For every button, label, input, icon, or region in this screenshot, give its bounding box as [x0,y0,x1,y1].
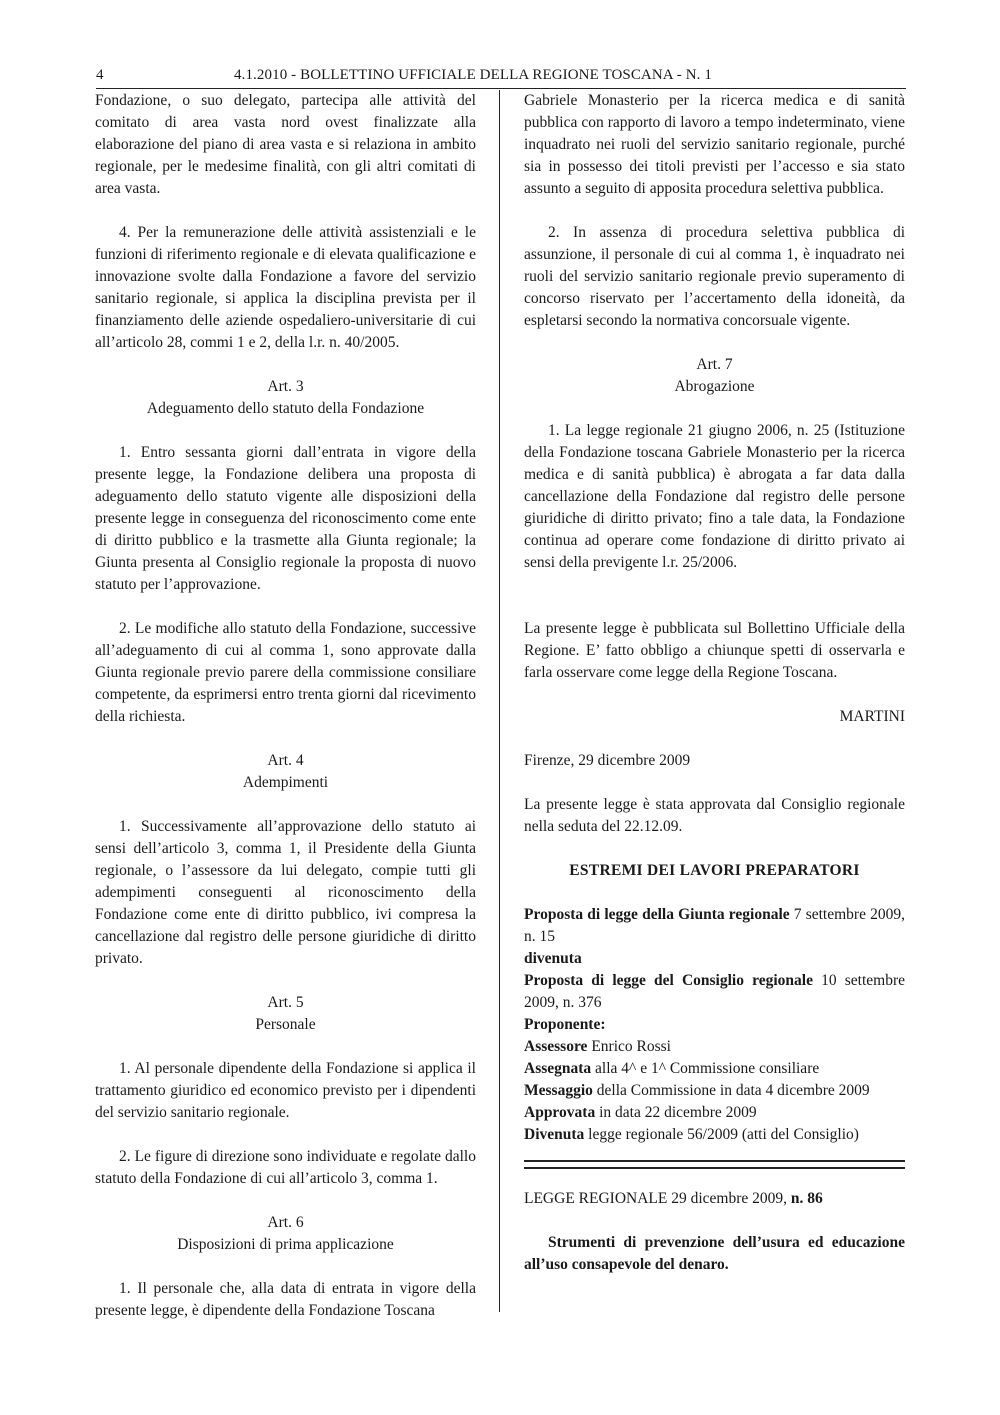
article-4-number: Art. 4 [267,752,304,769]
article-4-title: Adempimenti [242,774,329,791]
section-double-rule [524,1160,905,1169]
header-rule [96,88,906,89]
article-4-comma-1: 1. Successivamente all’approvazione dello statuto ai sensi dell’articolo 3, comma 1, il Presidente della Giunta regionale, o l’assessore da lui delegato, compie tutti gli adempimenti conseguenti al riconoscimento della Fondazione come ente di diritto pubblico, ivi compresa la cancellazione dal registro delle persone giuridiche di diritto privato. [95,818,476,967]
signature: MARTINI [839,708,905,725]
bulletin-title: 4.1.2010 - BOLLETTINO UFFICIALE DELLA REGIONE TOSCANA - N. 1 [234,67,712,83]
article-5-number: Art. 5 [267,994,304,1011]
right-column [524,90,905,1276]
works-line-proponente: Proponente: [524,1016,606,1033]
new-law-number: n. 86 [790,1190,823,1207]
article-3-number: Art. 3 [267,378,304,395]
new-law-subject: Strumenti di prevenzione dell’usura ed educazione all’uso consapevole del denaro. [524,1234,905,1273]
column-divider [499,90,500,1312]
works-line-assegnata: Assegnata alla 4^ e 1^ Commissione consiliare [524,1060,820,1077]
new-law-heading: LEGGE REGIONALE 29 dicembre 2009, n. 86 [524,1190,823,1207]
article-6-number: Art. 6 [267,1214,304,1231]
works-line-approvata: Approvata in data 22 dicembre 2009 [524,1104,757,1121]
preparatory-works-heading: ESTREMI DEI LAVORI PREPARATORI [569,862,860,879]
article-3-comma-1: 1. Entro sessanta giorni dall’entrata in vigore della presente legge, la Fondazione delibera una proposta di adeguamento dello statuto vigente alle disposizioni della presente legge in conseguenza del riconoscimento come ente di diritto pubblico e la trasmette alla Giunta regionale; la Giunta presenta al Consiglio regionale la proposta di nuovo statuto per l’approvazione. [95,444,476,593]
article-6-comma-2: 2. In assenza di procedura selettiva pubblica di assunzione, il personale di cui al comma 1, è inquadrato nei ruoli del servizio sanitario regionale previo superamento di concorso riservato per l’accertamento della idoneità, da espletarsi secondo la normativa concorsuale vigente. [524,224,905,329]
article-7-comma-1: 1. La legge regionale 21 giugno 2006, n. 25 (Istituzione della Fondazione toscana Gabriele Monasterio per la ricerca medica e di sanità pubblica) è abrogata a far data dalla cancellazione della Fondazione dal registro delle persone giuridiche di diritto privato; fino a tale data, la Fondazione continua ad operare come fondazione di diritto privato ai sensi della previgente l.r. 25/2006. [524,422,905,571]
works-line-divenuta-legge: Divenuta legge regionale 56/2009 (atti del Consiglio) [524,1126,859,1143]
article-3-comma-2: 2. Le modifiche allo statuto della Fondazione, successive all’adeguamento di cui al comma 1, sono approvate dalla Giunta regionale previo parere della commissione consiliare competente, da esprimersi entro trenta giorni dal ricevimento della richiesta. [95,620,476,725]
place-date: Firenze, 29 dicembre 2009 [524,752,691,769]
preparatory-works-list [524,904,905,1146]
paragraph-remunerazione: 4. Per la remunerazione delle attività assistenziali e le funzioni di riferimento regionale e di elevata qualificazione e innovazione svolte dalla Fondazione a favore del servizio sanitario regionale, si applica la disciplina prevista per il finanziamento delle aziende ospedaliero-universitarie di cui all’articolo 28, commi 1 e 2, della l.r. n. 40/2005. [95,224,476,351]
article-6-comma-1: 1. Il personale che, alla data di entrata in vigore della presente legge, è dipendente della Fondazione Toscana [95,1280,476,1319]
works-line-divenuta: divenuta [524,950,582,967]
works-line-consiglio: Proposta di legge del Consiglio regionale 10 settembre 2009, n. 376 [524,972,905,1011]
page-number: 4 [96,67,104,83]
approval-note: La presente legge è stata approvata dal Consiglio regionale nella seduta del 22.12.09. [524,796,905,835]
article-7-title: Abrogazione [674,378,755,395]
article-5-comma-1: 1. Al personale dipendente della Fondazione si applica il trattamento giuridico ed economico previsto per i dipendenti del servizio sanitario regionale. [95,1060,476,1121]
article-6-title: Disposizioni di prima applicazione [177,1236,394,1253]
left-column [95,90,476,1322]
article-3-title: Adeguamento dello statuto della Fondazione [146,400,425,417]
works-line-messaggio: Messaggio della Commissione in data 4 dicembre 2009 [524,1082,870,1099]
article-6-comma-1-continued: Gabriele Monasterio per la ricerca medica e di sanità pubblica con rapporto di lavoro a tempo indeterminato, viene inquadrato nei ruoli del servizio sanitario regionale, purché sia in possesso dei titoli previsti per l’accesso e sia stato assunto a seguito di apposita procedura selettiva pubblica. [524,92,905,197]
paragraph-fondazione-delegato: Fondazione, o suo delegato, partecipa alle attività del comitato di area vasta nord ovest finalizzate alla elaborazione del piano di area vasta e si relaziona in ambito regionale, per le medesime finalità, con gli altri comitati di area vasta. [95,92,476,197]
article-7-number: Art. 7 [696,356,733,373]
works-line-giunta: Proposta di legge della Giunta regionale 7 settembre 2009, n. 15 [524,906,905,945]
article-5-comma-2: 2. Le figure di direzione sono individuate e regolate dallo statuto della Fondazione di cui all’articolo 3, comma 1. [95,1148,476,1187]
article-5-title: Personale [255,1016,316,1033]
works-line-assessore: Assessore Enrico Rossi [524,1038,671,1055]
publication-clause: La presente legge è pubblicata sul Bollettino Ufficiale della Regione. E’ fatto obbligo a chiunque spetti di osservarla e farla osservare come legge della Regione Toscana. [524,620,905,681]
page-header [96,64,906,88]
